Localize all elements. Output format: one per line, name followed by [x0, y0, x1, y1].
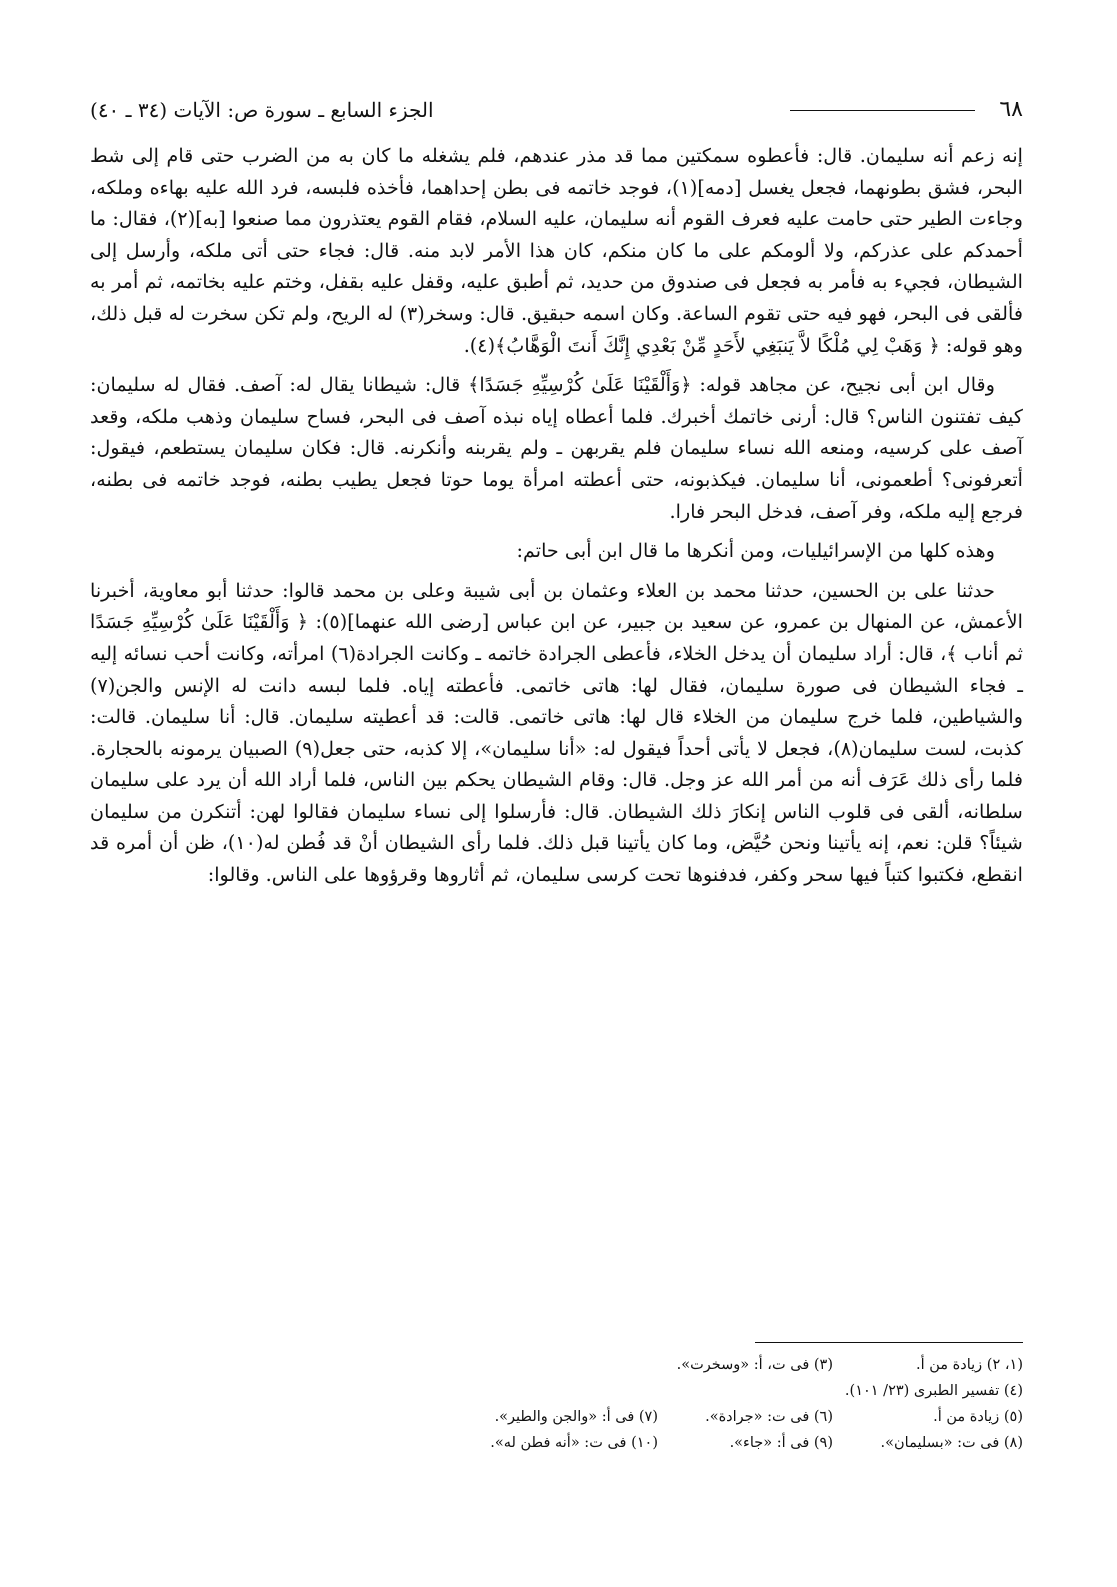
footnote-row — [90, 1352, 1023, 1378]
footnotes — [90, 1352, 1023, 1456]
footnote-row — [90, 1430, 1023, 1456]
footnote: (١٠) فى ت: «أنه فطن له». — [490, 1435, 658, 1451]
page-number: ٦٨ — [999, 97, 1023, 122]
running-title: الجزء السابع ـ سورة ص: الآيات (٣٤ ـ ٤٠) — [90, 98, 434, 122]
footnote: (١، ٢) زيادة من أ. — [916, 1357, 1023, 1373]
footnote: (٧) فى أ: «والجن والطير». — [494, 1409, 658, 1425]
footnote: (٩) فى أ: «جاء». — [729, 1435, 833, 1451]
paragraph: وهذه كلها من الإسرائيليات، ومن أنكرها ما قال ابن أبى حاتم: — [516, 539, 995, 563]
footnote: (٥) زيادة من أ. — [933, 1409, 1023, 1425]
paragraph: حدثنا على بن الحسين، حدثنا محمد بن العلاء وعثمان بن أبى شيبة وعلى بن محمد قالوا: حدثنا أبو معاوية، أخبرنا الأعمش، عن المنهال بن عمرو، عن سعيد بن جبير، عن ابن عباس [رضى الله عنهما](٥): ﴿ وَأَلْقَيْنَا عَلَىٰ كُرْسِيِّهِ جَسَدًا ثم أناب ﴾، قال: أراد سليمان أن يدخل الخلاء، فأعطى الجرادة خاتمه ـ وكانت الجرادة(٦) امرأته، وكانت أحب نسائه إليه ـ فجاء الشيطان فى صورة سليمان، فقال لها: هاتى خاتمى. فأعطته إياه. فلما لبسه دانت له الإنس والجن(٧) والشياطين، فلما خرج سليمان من الخلاء قال لها: هاتى خاتمى. قالت: قد أعطيته سليمان. قال: أنا سليمان. قالت: كذبت، لست سليمان(٨)، فجعل لا يأتى أحداً فيقول له: «أنا سليمان»، إلا كذبه، حتى جعل(٩) الصبيان يرمونه بالحجارة. فلما رأى ذلك عَرَف أنه من أمر الله عز وجل. قال: وقام الشيطان يحكم بين الناس، فلما أراد الله أن يرد على سليمان سلطانه، ألقى فى قلوب الناس إنكارَ ذلك الشيطان. قال: فأرسلوا إلى نساء سليمان فقالوا لهن: أتنكرن من سليمان شيئاً؟ قلن: نعم، إنه يأتينا ونحن حُيَّض، وما كان يأتينا قبل ذلك. فلما رأى الشيطان أنْ قد فُطن له(١٠)، ظن أن أمره قد انقطع، فكتبوا كتباً فيها سحر وكفر، فدفنوها تحت كرسى سليمان، ثم أثاروها وقرؤوها على الناس. وقالوا: — [90, 578, 1023, 887]
footnote-row — [90, 1404, 1023, 1430]
paragraph: إنه زعم أنه سليمان. قال: فأعطوه سمكتين مما قد مذر عندهم، فلم يشغله ما كان به من الضرب حتى قام إلى شط البحر، فشق بطونهما، فجعل يغسل [دمه](١)، فوجد خاتمه فى بطن إحداهما، فأخذه فلبسه، فرد الله عليه بهاءه وملكه، وجاءت الطير حتى حامت عليه فعرف القوم أنه سليمان، عليه السلام، فقام القوم يعتذرون مما صنعوا [به](٢)، فقال: ما أحمدكم على عذركم، ولا ألومكم على ما كان منكم، كان هذا الأمر لابد منه. قال: فجاء حتى أتى ملكه، وأرسل إلى الشيطان، فجيء به فأمر به فجعل فى صندوق من حديد، ثم أطبق عليه، وقفل عليه بقفل، وختم عليه بخاتمه، ثم أمر به فألقى فى البحر، فهو فيه حتى تقوم الساعة. وكان اسمه حبقيق. قال: وسخر(٣) له الريح، ولم تكن سخرت له قبل ذلك، وهو قوله: ﴿ وَهَبْ لِي مُلْكًا لاَّ يَنبَغِي لأَحَدٍ مِّنْ بَعْدِي إِنَّكَ أَنتَ الْوَهَّابُ﴾(٤). — [90, 144, 1023, 357]
footnote-rule — [755, 1342, 1023, 1343]
footnote: (٨) فى ت: «بسليمان». — [880, 1435, 1023, 1451]
main-text — [90, 140, 1023, 899]
footnote: (٤) تفسير الطبرى (٢٣/ ١٠١). — [844, 1383, 1023, 1399]
footnote-row — [90, 1378, 1023, 1404]
header-rule — [790, 110, 975, 111]
paragraph: وقال ابن أبى نجيح، عن مجاهد قوله: ﴿وَأَلْقَيْنَا عَلَىٰ كُرْسِيِّهِ جَسَدًا﴾ قال: شيطانا يقال له: آصف. فقال له سليمان: كيف تفتنون الناس؟ قال: أرنى خاتمك أخبرك. فلما أعطاه إياه نبذه آصف فى البحر، فساح سليمان وذهب ملكه، وقعد آصف على كرسيه، ومنعه الله نساء سليمان فلم يقربهن ـ ولم يقربنه وأنكرنه. قال: فكان سليمان يستطعم، فيقول: أتعرفونى؟ أطعمونى، أنا سليمان. فيكذبونه، حتى أعطته امرأة يوما حوتا فجعل يطيب بطنه، فوجد خاتمه فى بطنه، فرجع إليه ملكه، وفر آصف، فدخل البحر فارا. — [90, 373, 1023, 523]
page-header — [90, 96, 1023, 126]
footnote: (٦) فى ت: «جرادة». — [705, 1409, 833, 1425]
footnote: (٣) فى ت، أ: «وسخرت». — [676, 1357, 833, 1373]
